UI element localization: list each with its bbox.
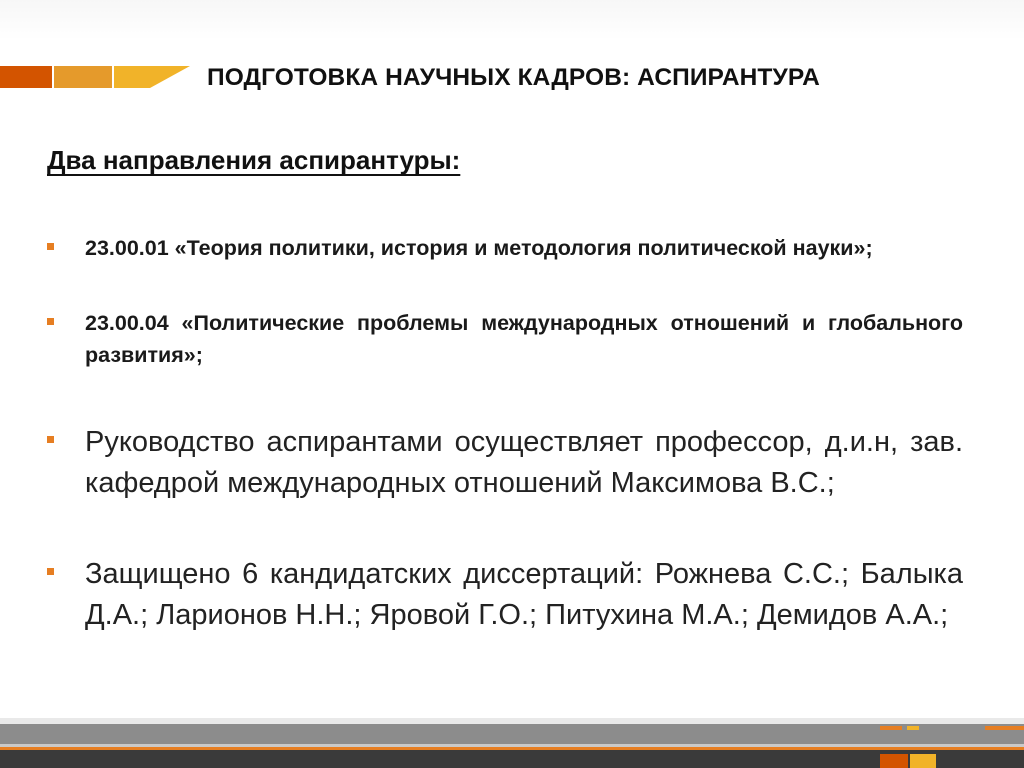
orange-square-bullet-icon <box>47 243 54 250</box>
fact-text: Защищено 6 кандидатских диссертаций: Рожнева С.С.; Балыка Д.А.; Ларионов Н.Н.; Яровой Г.О.; Питухина М.А.; Демидов А.А.; <box>85 558 963 631</box>
title-accent-bar <box>0 66 190 88</box>
section-heading: Два направления аспирантуры: <box>47 145 461 175</box>
fact-text: Руководство аспирантами осуществляет профессор, д.и.н, зав. кафедрой международных отношений Максимова В.С.; <box>85 426 963 499</box>
footer-decoration <box>0 718 1024 768</box>
orange-square-bullet-icon <box>47 436 54 443</box>
orange-square-bullet-icon <box>47 568 54 575</box>
slide-title: ПОДГОТОВКА НАУЧНЫХ КАДРОВ: АСПИРАНТУРА <box>207 64 820 91</box>
orange-square-bullet-icon <box>47 318 54 325</box>
direction-text: 23.00.01 «Теория политики, история и методология политической науки»; <box>85 236 873 260</box>
direction-text: 23.00.04 «Политические проблемы международных отношений и глобального развития»; <box>85 311 963 367</box>
